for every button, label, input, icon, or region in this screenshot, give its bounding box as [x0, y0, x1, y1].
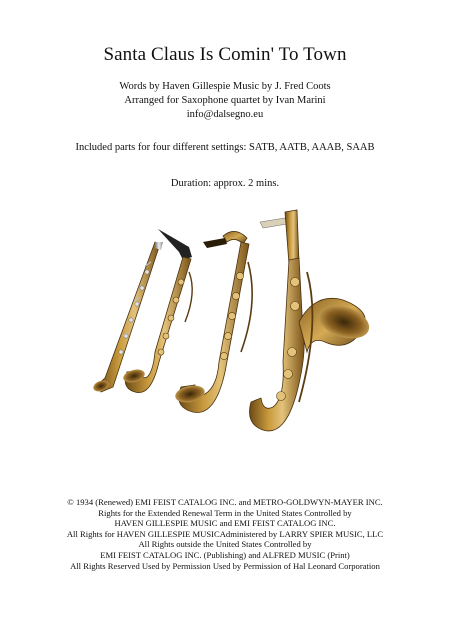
copyright-line: © 1934 (Renewed) EMI FEIST CATALOG INC. and METRO-GOLDWYN-MAYER INC.: [67, 497, 383, 507]
copyright-line: Rights for the Extended Renewal Term in the United States Controlled by: [98, 507, 352, 518]
credits-block: [0, 80, 450, 122]
parts-note: Included parts for four different settings: SATB, AATB, AAAB, SAAB: [75, 142, 375, 153]
copyright-line: All Rights outside the United States Controlled by: [138, 539, 312, 550]
arranger-credit: Arranged for Saxophone quartet by Ivan Marini: [124, 95, 326, 106]
copyright-line: All Rights Reserved Used by Permission Used by Permission of Hal Leonard Corporation: [70, 560, 380, 571]
contact-email: info@dalsegno.eu: [186, 109, 264, 120]
baritone-sax-illustration: [250, 210, 371, 431]
words-music-credit: Words by Haven Gillespie Music by J. Fred Coots: [119, 81, 331, 92]
copyright-line: HAVEN GILLESPIE MUSIC and EMI FEIST CATALOG INC.: [114, 518, 336, 529]
copyright-line: All Rights for HAVEN GILLESPIE MUSICAdministered by LARRY SPIER MUSIC, LLC: [66, 528, 384, 539]
copyright-notice: [0, 497, 450, 571]
page-title: Santa Claus Is Comin' To Town: [103, 44, 347, 65]
copyright-line: EMI FEIST CATALOG INC. (Publishing) and ALFRED MUSIC (Print): [100, 549, 350, 560]
saxophone-quartet-photo: [85, 202, 370, 447]
duration-note: Duration: approx. 2 mins.: [170, 178, 280, 189]
